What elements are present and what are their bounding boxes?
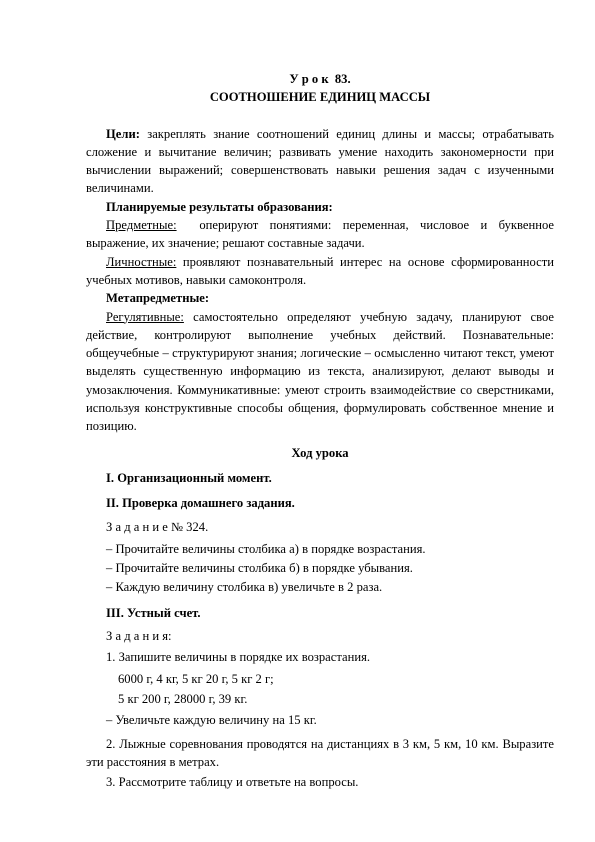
regulatory-label: Регулятивные: bbox=[106, 309, 184, 324]
section-1-heading: I. Организационный момент. bbox=[106, 470, 272, 485]
section-2-heading: II. Проверка домашнего задания. bbox=[106, 496, 295, 511]
goals-label: Цели: bbox=[106, 126, 140, 141]
personal-paragraph bbox=[86, 253, 554, 290]
oral-item-1: 1. Запишите величины в порядке их возрастания. bbox=[106, 650, 371, 665]
increase-instruction: – Увеличьте каждую величину на 15 кг. bbox=[106, 713, 317, 728]
task-number: № 324. bbox=[167, 519, 209, 534]
lesson-topic: СООТНОШЕНИЕ ЕДИНИЦ МАССЫ bbox=[209, 90, 431, 105]
subject-paragraph bbox=[86, 216, 558, 253]
task-324-line bbox=[86, 518, 554, 536]
hw-item-2: – Прочитайте величины столбика б) в порядке убывания. bbox=[106, 561, 413, 576]
goals-paragraph bbox=[86, 125, 554, 198]
tasks-label: З а д а н и я: bbox=[106, 629, 172, 644]
subject-text: оперируют понятиями: переменная, числовое и буквенное выражение, их значение; решают составные задачи. bbox=[86, 218, 558, 251]
results-heading: Планируемые результаты образования: bbox=[106, 199, 333, 214]
values-line-2: 5 кг 200 г, 28000 г, 39 кг. bbox=[118, 691, 248, 706]
subject-label: Предметные: bbox=[106, 218, 177, 233]
task-label: З а д а н и е bbox=[106, 519, 168, 534]
lesson-number: У р о к 83. bbox=[289, 72, 351, 86]
values-line-1: 6000 г, 4 кг, 5 кг 20 г, 5 кг 2 г; bbox=[118, 671, 274, 686]
goals-text: закреплять знание соотношений единиц длины и массы; отрабатывать сложение и вычитание величин; развивать умение находить закономерности при вычислении выражений; совершенствовать навыки решения задач с изученными величинами. bbox=[86, 126, 554, 196]
oral-item-3: 3. Рассмотрите таблицу и ответьте на вопросы. bbox=[106, 775, 359, 790]
regulatory-paragraph bbox=[86, 308, 554, 436]
meta-heading: Метапредметные: bbox=[106, 291, 210, 306]
hw-item-3: – Каждую величину столбика в) увеличьте в 2 раза. bbox=[106, 580, 383, 595]
personal-label: Личностные: bbox=[106, 254, 177, 269]
oral-item-2: 2. Лыжные соревнования проводятся на дистанциях в 3 км, 5 км, 10 км. Выразите эти расстояния в метрах. bbox=[86, 736, 554, 769]
section-3-heading: III. Устный счет. bbox=[106, 605, 201, 620]
personal-text: проявляют познавательный интерес на основе сформированности учебных мотивов, навыки самоконтроля. bbox=[86, 254, 554, 287]
document-body bbox=[86, 70, 558, 791]
hw-item-1: – Прочитайте величины столбика а) в порядке возрастания. bbox=[106, 541, 426, 556]
regulatory-text: самостоятельно определяют учебную задачу, планируют свое действие, контролируют выполнение учебных действий. Познавательные: общеучебные – структурируют знания; логические – осмысленно читают текст, умеют выделять существенную информацию из текста, анализируют, делают выводы и умозаключения. Коммуникативные: умеют строить взаимодействие со сверстниками, используя конструктивные способы общения, формулировать собственное мнение и позицию. bbox=[86, 309, 554, 434]
course-heading: Ход урока bbox=[291, 445, 349, 460]
